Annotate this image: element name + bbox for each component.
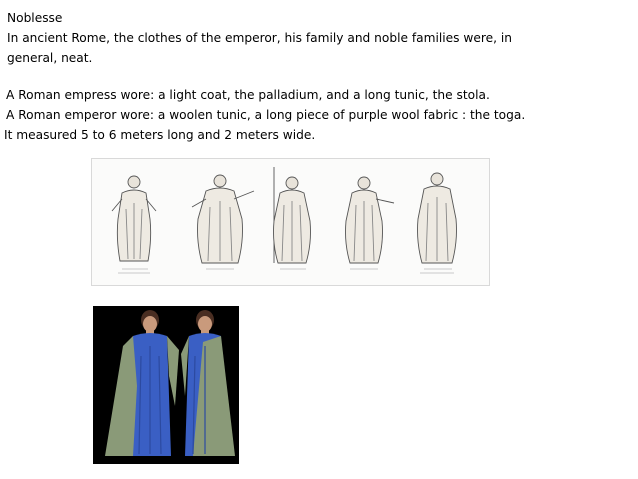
slide-title: Noblesse xyxy=(7,11,63,25)
engraving-figure-4 xyxy=(346,177,395,263)
clothing-description-list xyxy=(6,85,525,145)
intro-text-block xyxy=(7,8,597,68)
photo-figure-right xyxy=(181,310,235,456)
toga-size-line: It measured 5 to 6 meters long and 2 meters wide. xyxy=(4,128,316,142)
roman-costume-photo xyxy=(93,306,239,464)
emperor-clothing-line: A Roman emperor wore: a woolen tunic, a long piece of purple wool fabric : the toga. xyxy=(6,108,526,122)
engraving-figure-5 xyxy=(418,173,457,263)
intro-line-1: In ancient Rome, the clothes of the emperor, his family and noble families were, in xyxy=(7,31,512,45)
photo-figure-left xyxy=(105,310,179,456)
roman-costume-engraving xyxy=(92,159,489,285)
engraving-figure-1 xyxy=(112,176,156,261)
intro-line-2: general, neat. xyxy=(7,51,93,65)
engraving-figure-3 xyxy=(274,167,311,263)
empress-clothing-line: A Roman empress wore: a light coat, the palladium, and a long tunic, the stola. xyxy=(6,88,490,102)
engraving-figure-2 xyxy=(192,175,254,263)
